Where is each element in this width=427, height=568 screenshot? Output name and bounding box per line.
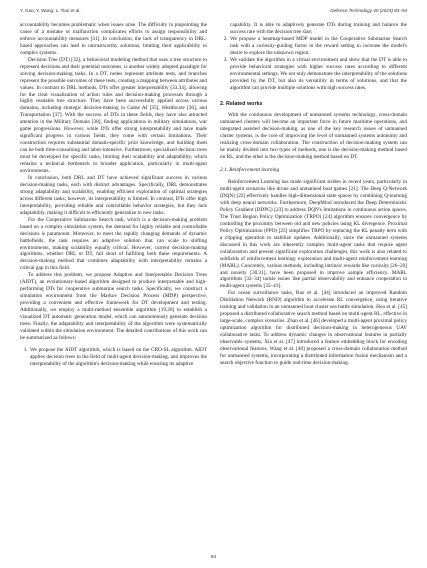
paragraph: accountability becomes problematic when issues arise. The difficulty in pinpointing the cause of a mistake or malfunction complicates efforts to assign responsibility and enforce accountability measures [31]. In conclusion, the lack of transparency in DRL-based approaches can lead to untrustworthy solutions, limiting their applicability to complex systems.: [20, 22, 207, 56]
subsection-heading: 2.1. Reinforcement learning: [220, 167, 280, 174]
paragraph: In conclusion, both DRL and DT have achieved significant success in various decision-making tasks, each with distinct advantages. Specifically, DRL demonstrates strong adaptability and scalability, enabling efficient exploration of optimal strategies across different tasks; however, its interpretability is limited. In contrast, DTs offer high interpretability, providing reliable and controllable behavior strategies, but they lack adaptability, making it difficult to efficiently generalize to new tasks.: [20, 174, 207, 216]
header-authors: Y. Gao, Y. Wang, L. Tian et al.: [20, 8, 81, 13]
running-header: [20, 8, 407, 16]
left-column: [20, 22, 207, 368]
contributions-list-continued: [220, 36, 407, 92]
contributions-list: [20, 347, 207, 368]
header-journal: Defence Technology 40 (2024) 83–94: [330, 8, 407, 13]
paragraph: For ocean surveillance tasks, Rao et al. [44] introduced an improved Random Distillation Network (RND) algorithm to accelerate RL convergence, using iterative training and validation in an unmanned boat cluster sea battle simulation. Hou et al. [45] proposed a distributed collaborative search method based on multi-agent RL, effective in large-scale, complex scenarios. Zhan et al. [46] developed a multi-agent proximal policy optimization algorithm for distributed decision-making in heterogeneous UAV collaborative tasks. To address dynamic changes in observational features in partially observable systems, Xia et al. [47] introduced a feature embedding block for encoding observational features. Wang et al. [48] proposed a cross-domain collaboration method for unmanned systems, incorporating a distributed information fusion mechanism and a search objective function to guide real-time decision-making.: [220, 290, 407, 366]
list-item: 3. We validate the algorithm in a virtual environment and show that the DT is able to provide behavioral strategies with higher success rates according to different environmental settings. We not only demonstrate the interpretability of the solutions provided by the DT, but also its versatility in terms of solutions, and that the algorithm can provide multiple solutions with high success rates.: [229, 57, 407, 92]
paragraph: Reinforcement Learning has made significant strides in recent years, particularly in multi-agent scenarios like drone and unmanned boat games [21]. The Deep Q-Network (DQN) [22] effectively handles high-dimensional state spaces by combining Q-learning with deep neural networks. Furthermore, DeepMind introduced the Deep Deterministic Policy Gradient (DDPG) [23] to address DQN's limitations in continuous action spaces. The Trust Region Policy Optimization (TRPO) [24] algorithm ensures convergence by controlling the proximity between old and new policies using KL divergence. Proximal Policy Optimization (PPO) [25] simplifies TRPO by replacing the KL penalty term with a clipping operation to stabilize updates. Additionally, since the unmanned systems discussed in this work are inherently complex multi-agent tasks that require agent collaboration and present significant exploration challenges, this work is also related to subfields of reinforcement learning: exploration and multi-agent reinforcement learning (MARL). Concretely, various methods, including intrinsic rewards like curiosity [26–29] and novelty [30,31], have been proposed to improve sample efficiency. MARL algorithms [32–34] tackle issues like partial observability and enhance cooperation in multi-agent systems [35–41].: [220, 179, 407, 290]
list-item: 2. We propose a heatmap-based MDP model in the Cooperative Submarine Search task with a curiosity-guiding factor in the reward setting to increase the model's desire to explore the unknown region;: [229, 36, 407, 57]
page-number: 84: [210, 555, 217, 560]
list-item-continued: capability. It is able to adaptively generate DTs during training and balance the success rate with the decision tree size;: [230, 22, 407, 35]
section-heading: 2. Related works: [220, 100, 263, 107]
paragraph: To address this problem, we propose Adaptive and Interpretable Decision Trees (AIDT), an evolutionary-based algorithm designed to produce interpretable and high-performing DTs for cooperative submarine search tasks. Specifically, we construct a simulation environment from the Markov Decision Process (MDP) perspective, providing a convenient and effective framework for DT development and testing. Additionally, we employ a multi-method ensemble algorithm [19,20] to establish a visualized DT automatic generation model, which can autonomously generate decision trees. Finally, the adaptability and interpretability of the algorithm were systematically validated within the simulation environment. The detailed contributions of this work can be summarized as follows:: [20, 272, 207, 341]
paragraph: For the Cooperative Submarine Search task, which is a decision-making problem based on a complex simulation system, the demand for highly reliable and controllable decisions is paramount. Moreover, to meet the rapidly changing demands of dynamic battlefields, the task requires an adaptive solution that can scale to shifting environments, making scalability equally critical. However, current decision-making algorithms, whether DRL or DT, fall short of fulfilling both these requirements. A decision-making method that combines adaptability with interpretability remains a critical gap in this field.: [20, 216, 207, 272]
list-item: 1. We propose the AIDT algorithm, which is based on the CRO-SL algorithm. AIDT applies decision trees to the field of multi-agent decision-making, and improves the interpretability of the algorithm's decision-making while ensuring its adaptive: [29, 347, 207, 368]
right-column: [220, 22, 407, 367]
paragraph: Decision Tree (DT) [32], a behavioral modeling method that uses a tree structure to represent decisions and their potential outcomes, is another widely adopted paradigm for solving decision-making tasks. In a DT, nodes represent attribute tests, and branches represent the possible outcomes of these tests, creating a mapping between attributes and values. In contrast to DRL methods, DTs offer greater interpretability [33,34], allowing for the clear visualization of action rules and decision-making processes through a highly readable tree structure. They have been successfully applied across various domains, including strategic decision-making in Game AI [35], Healthcare [36], and Transportation [37]. With the success of DTs in these fields, they have also attracted attention in the Military Domain [38], finding applications in military simulations, war game progressions. However, while DTs offer strong interpretability and have made significant progress in various fields, they come with certain limitations. Their construction requires substantial domain-specific prior knowledge, and building them can be both time-consuming and labor-intensive. Furthermore, specialized decision trees must be developed for specific tasks, limiting their scalability and adaptability, which remains a technical bottleneck to broader application, particularly in multi-agent environments.: [20, 56, 207, 175]
paragraph: With the continuous development of unmanned systems technology, cross-domain unmanned clusters will become an important force in future maritime operations, and integrated assisted decision-making, as one of the key research issues of unmanned cluster systems, is the core of improving the level of unmanned systems autonomy and realizing cross-domain collaboration. The construction of decision-making system can be mainly divided into two types of methods, one is the decision-making method based on RL, and the other is the decision-making method based on DT.: [220, 112, 407, 161]
